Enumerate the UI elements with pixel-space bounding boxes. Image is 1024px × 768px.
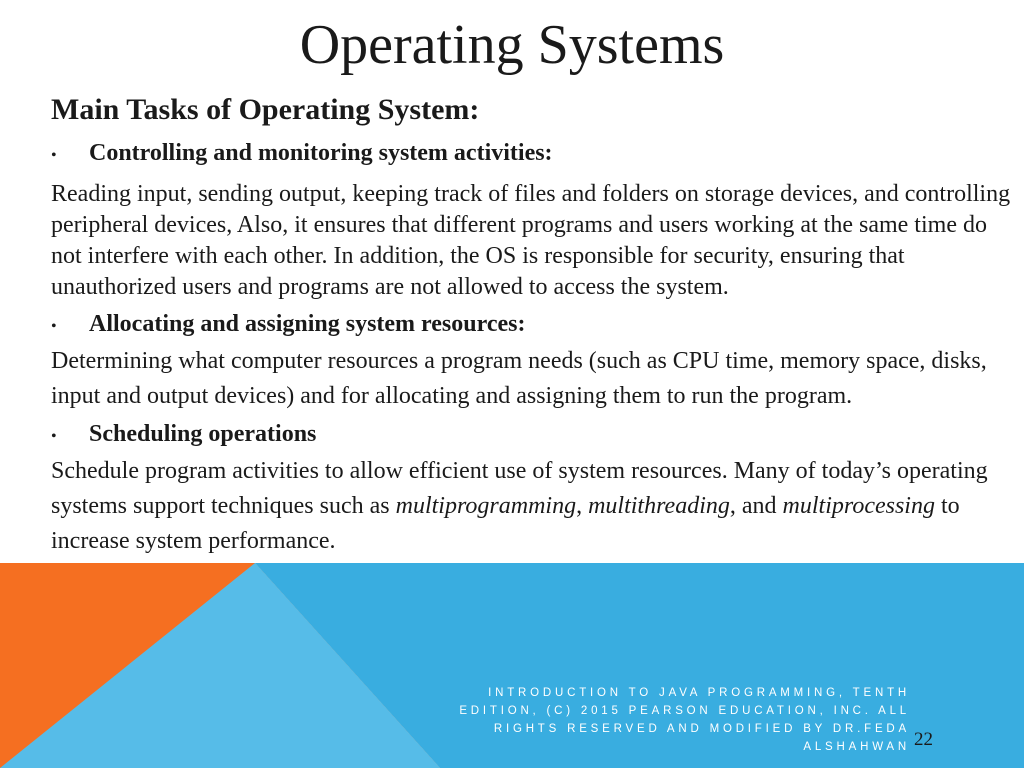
paragraph-allocating: Determining what computer resources a program needs (such as CPU time, memory space, disks, input and output devices) and for allocating and assigning them to run the program. xyxy=(51,348,987,409)
page-number: 22 xyxy=(914,729,933,750)
separator: , xyxy=(576,493,589,519)
bullet-icon: • xyxy=(51,428,57,445)
term-multiprocessing: multiprocessing xyxy=(782,493,935,519)
scheduling-text-start: Schedule program activities to allow efficient use of system resources. Many of today’s operating systems support techniques such as xyxy=(51,458,988,519)
slide-subtitle: Main Tasks of Operating System: xyxy=(51,93,480,126)
footer-credit: INTRODUCTION TO JAVA PROGRAMMING, TENTH EDITION, (C) 2015 PEARSON EDUCATION, INC. ALL RIGHTS RESERVED AND MODIFIED BY DR.FEDA ALSHAHWAN xyxy=(459,687,910,753)
bullet-heading: Scheduling operations xyxy=(89,421,317,447)
scheduling-text-end: to increase system performance. xyxy=(51,493,960,554)
bullet-heading: Allocating and assigning system resources: xyxy=(89,311,526,337)
paragraph-controlling: Reading input, sending output, keeping track of files and folders on storage devices, and controlling peripheral devices, Also, it ensures that different programs and users working at the same time do not interfere with each other. In addition, the OS is responsible for security, ensuring that unauthorized users and programs are not allowed to access the system. xyxy=(51,181,1011,300)
separator: , and xyxy=(729,493,783,519)
bullet-heading: Controlling and monitoring system activities: xyxy=(89,140,553,166)
term-multiprogramming: multiprogramming xyxy=(395,493,577,519)
bullet-controlling xyxy=(51,136,1011,173)
paragraph-scheduling xyxy=(51,454,1011,559)
bullet-scheduling xyxy=(51,417,1011,454)
bullet-icon: • xyxy=(51,147,57,164)
slide-content xyxy=(51,90,1011,559)
bullet-icon: • xyxy=(51,318,57,335)
term-multithreading: multithreading xyxy=(588,493,730,519)
slide-title: Operating Systems xyxy=(299,14,725,76)
bullet-allocating xyxy=(51,307,1011,344)
